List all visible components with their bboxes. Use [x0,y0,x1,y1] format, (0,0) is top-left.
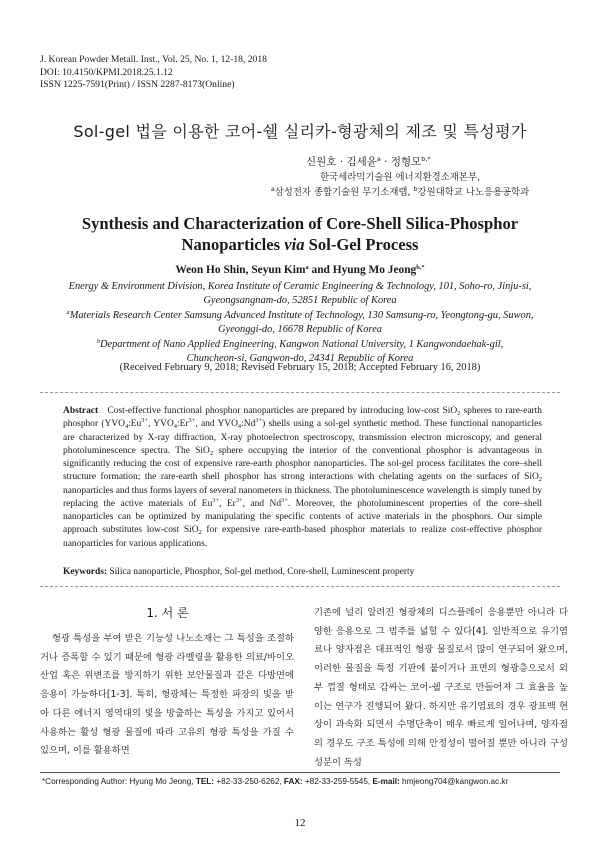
abstract-text: :Eu [128,419,142,430]
journal-citation: J. Korean Powder Metall. Inst., Vol. 25, No. 1, 12-18, 2018 [40,54,267,65]
affiliation-mark: b [413,185,418,193]
email-value: hmjeong704@kangwon.ac.kr [399,777,509,786]
abstract-text: , and YVO [195,419,238,430]
abstract-text: sphere occupying the interior of the conventional phosphor is advantageous in significantly reducing the cost of expensive rare-earth phosphor nanoparticles. The sol-gel process facilitates the core–shell structure formation; the rare-earth shell phosphor has strong interactions with chelating agents on the surfaces of SiO [63,445,543,483]
abstract-text: :Er [177,419,189,430]
divider-bottom [40,586,560,587]
subscript: 4 [237,423,242,431]
abstract-label: Abstract [63,406,99,416]
abstract-text: ) shells using a sol-gel synthetic method. These functional nanoparticles are characterized by X-ray diffraction, X-ray photoelectron spectroscopy, transmission electron microscopy, and general photoluminescence spectra. The SiO [63,419,542,456]
affiliation-1-line-1: Energy & Environment Division, Korea Institute of Ceramic Engineering & Technology, 101, Soho-ro, Jinju-si, [68,281,532,292]
tel-value: +82-33-250-6262, [214,777,284,786]
abstract-text: nanoparticles and thus forms layers of several nanometers in thickness. The photoluminescence wavelength is simply tuned by replacing the active materials of Eu [63,485,542,509]
affiliation-mark: a [376,155,381,163]
korean-authors [300,154,600,169]
affiliation-mark: b,* [421,155,431,163]
author-names: and Hyung Mo Jeong [308,264,417,276]
author-names: Weon Ho Shin, Seyun Kim [175,264,306,276]
affiliation-mark: b,* [416,264,425,271]
author-separator: · [380,156,391,168]
body-column-right: 기존에 널리 알려진 형광체의 디스플레이 응용뿐만 아니라 다양한 응용으로 그 범주를 넓힐 수 있다[4]. 일반적으로 유기염료나 양자점은 대표적인 형광 물질로서 많이 연구되어 왔으며, 이러한 물질을 특정 기판에 붙이거나 표면의 형광층으로서 외부 껍질 형태로 감싸는 코어-쉘 구조로 만들어져 그 효율을 높이는 연구가 진행되어 왔다. 하지만 유기염료의 경우 광표백 현상이 과속화 되면서 수명단축이 매우 빠르게 일어나며, 양자점의 경우도 구조 특성에 의해 안정성이 떨어질 뿐만 아니라 구성 성분이 독성 [314,607,568,768]
affiliation-text: Department of Nano Applied Engineering, Kangwon National University, 1 Kangwondaehak-gil, [99,338,504,350]
body-column-left: 형광 특성을 부여 받은 기능성 나노소재는 그 특성을 조절하거나 증폭할 수 있기 때문에 형광 라벨링을 활용한 의료/바이오 산업 혹은 위변조를 방지하기 위한 보안물질과 같은 다방면에 응용이 가능하다[1-3]. 특히, 형광체는 특정한 파장의 빛을 받아 다른 에너지 영역대의 빛을 방출하는 특성을 가지고 있어서 사용하는 활성 형광 물질에 따라 고유의 형광 특성을 가질 수 있으며, 이를 활용하면 [40,633,294,757]
affiliation-3-line-2: Chuncheon-si, Gangwon-do, 24341 Republic of Korea [186,353,414,365]
issn: ISSN 1225-7591(Print) / ISSN 2287-8173(Online) [40,79,235,91]
korean-affiliation-1: 한국세라믹기술원 에너지환경소재본부, [320,172,480,183]
english-affiliations [40,280,560,366]
superscript: 3+ [212,496,220,504]
title-text: Sol-Gel Process [304,234,419,254]
superscript: 3+ [141,417,149,425]
superscript: 3+ [255,417,263,425]
affiliation-2-line-2: Gyeonggi-do, 16678 Republic of Korea [218,324,382,336]
keywords-label: Keywords: [63,567,108,577]
superscript: 3+ [281,496,288,504]
abstract-text: , and Nd [242,498,282,509]
title-text: Nanoparticles [181,234,285,254]
abstract-text: spheres to rare-earth phosphor (YVO [63,406,542,430]
abstract-text: Cost-effective functional phosphor nanoparticles are prepared by introducing low-cost SiO [107,406,458,416]
english-title [0,214,600,255]
subscript: 2 [198,529,202,537]
page-number: 12 [294,817,306,829]
superscript: 3+ [188,417,196,425]
korean-author-2: 김세윤 [346,156,377,168]
affiliation-3-line-1 [40,338,560,352]
corresponding-author-footnote [42,777,508,786]
korean-title: Sol-gel 법을 이용한 코어-쉘 실리카-형광체의 제조 및 특성평가 [73,122,527,141]
fax-value: +82-33-259-5545, [302,777,373,786]
affiliation-mark: a [270,185,275,193]
korean-affiliation-2 [230,185,570,200]
korean-affiliations [230,170,570,200]
affiliation-text: Materials Research Center Samsung Advanced Institute of Technology, 130 Samsung-ro, Yeongtong-gu, Suwon, [69,309,534,321]
abstract-text: , YVO [148,419,174,430]
affiliation-mark: b [96,337,100,345]
tel-label: TEL: [195,777,215,786]
abstract-text: :Nd [241,419,256,430]
abstract-text: for expensive rare-earth-based phosphor materials to realize cost-effective phosphor nanoparticles for various applications. [63,525,542,549]
subscript: 4 [173,423,177,431]
author-separator: · [336,156,347,168]
korean-affiliation-b: 강원대학교 나노응용공학과 [417,187,530,198]
journal-header [40,54,267,92]
title-italic: via [284,234,305,254]
abstract-text: , Er [219,498,236,509]
korean-affiliation-a: 삼성전자 종합기술원 무기소재랩, [274,187,414,198]
superscript: 3+ [235,496,243,504]
affiliation-2-line-1 [40,309,560,323]
email-label: E-mail: [372,777,400,786]
english-title-line-2 [0,235,600,256]
fax-label: FAX: [283,777,303,786]
affiliation-1-line-2: Gyeongsangnam-do, 52851 Republic of Korea [203,295,397,307]
footnote-divider [40,772,560,773]
footnote-text: *Corresponding Author: Hyung Mo Jeong, [42,777,196,786]
subscript: 2 [209,449,214,457]
korean-author-1: 신원호 [306,156,337,168]
affiliation-mark: a [66,308,70,316]
subscript: 2 [457,410,461,417]
affiliation-mark: a [305,264,309,271]
section-heading: 1. 서 론 [146,606,189,620]
abstract [63,405,542,551]
keywords [63,567,542,577]
subscript: 4 [124,423,129,431]
submission-dates: (Received February 9, 2018; Revised February 15, 2018; Accepted February 16, 2018) [119,362,481,373]
english-authors [0,264,600,276]
abstract-text: . Moreover, the photoluminescent properties of the core–shell nanoparticles can be optimized by manipulating the specific contents of active materials in the phosphors. Our simple approach substitutes low-cost SiO [63,498,543,536]
keywords-text: Silica nanoparticle, Phosphor, Sol-gel method, Core-shell, Luminescent property [107,567,415,577]
korean-author-3: 정형모 [390,156,422,168]
english-title-line-1: Synthesis and Characterization of Core-Shell Silica-Phosphor [81,214,519,233]
doi: DOI: 10.4150/KPMI.2018.25.1.12 [40,66,173,78]
divider-top [40,392,560,393]
subscript: 2 [538,476,542,484]
